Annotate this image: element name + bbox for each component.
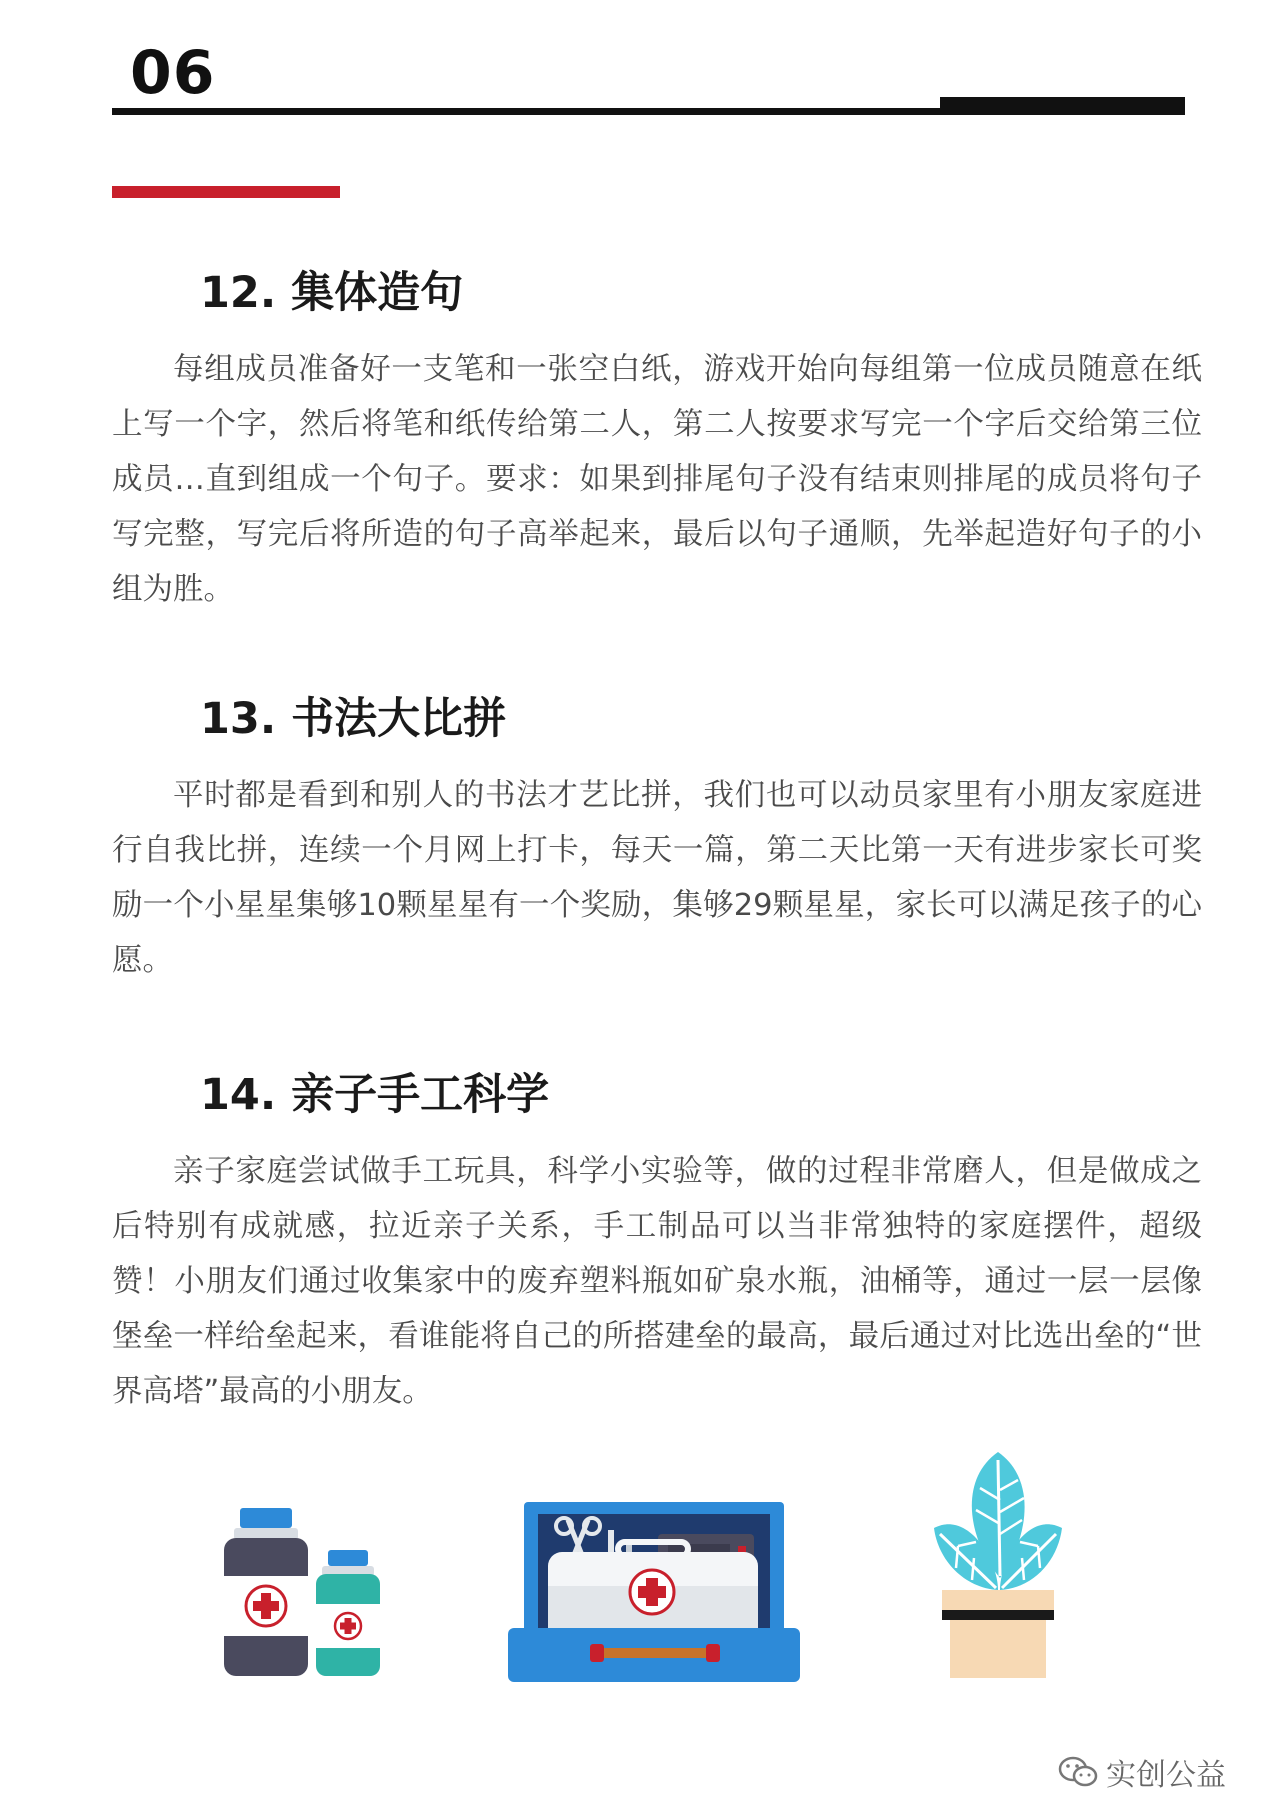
section-body: 每组成员准备好一支笔和一张空白纸，游戏开始向每组第一位成员随意在纸上写一个字，然后将笔和纸传给第二人，第二人按要求写完一个字后交给第三位成员…直到组成一个句子。要求：如果到排尾句子没有结束则排尾的成员将句子写完整，写完后将所造的句子高举起来，最后以句子通顺，先举起造好句子的小组为胜。 [112,351,1202,607]
watermark [1058,1750,1226,1794]
red-accent-bar [112,186,340,198]
first-aid-kit-icon [508,1500,800,1682]
section-body: 亲子家庭尝试做手工玩具，科学小实验等，做的过程非常磨人，但是做成之后特别有成就感，拉近亲子关系，手工制品可以当非常独特的家庭摆件，超级赞！小朋友们通过收集家中的废弃塑料瓶如矿泉水瓶，油桶等，通过一层一层像堡垒一样给垒起来，看谁能将自己的所搭建垒的最高，最后通过对比选出垒的“世界高塔”最高的小朋友。 [112,1153,1202,1409]
medicine-bottles-icon [220,1508,385,1678]
watermark-text: 实创公益 [1106,1758,1226,1793]
section-title: 12. 集体造句 [200,268,464,318]
header-rule-accent [940,97,1185,115]
section-12 [112,268,1202,617]
wechat-icon [1058,1755,1098,1789]
section-title: 14. 亲子手工科学 [200,1070,550,1120]
page-number: 06 [130,38,216,108]
section-14 [112,1070,1202,1419]
potted-plant-icon [928,1450,1068,1678]
section-13 [112,694,1202,988]
section-title: 13. 书法大比拼 [200,694,507,744]
section-body: 平时都是看到和别人的书法才艺比拼，我们也可以动员家里有小朋友家庭进行自我比拼，连续一个月网上打卡，每天一篇，第二天比第一天有进步家长可奖励一个小星星集够10颗星星有一个奖励，集够29颗星星，家长可以满足孩子的心愿。 [112,777,1202,978]
